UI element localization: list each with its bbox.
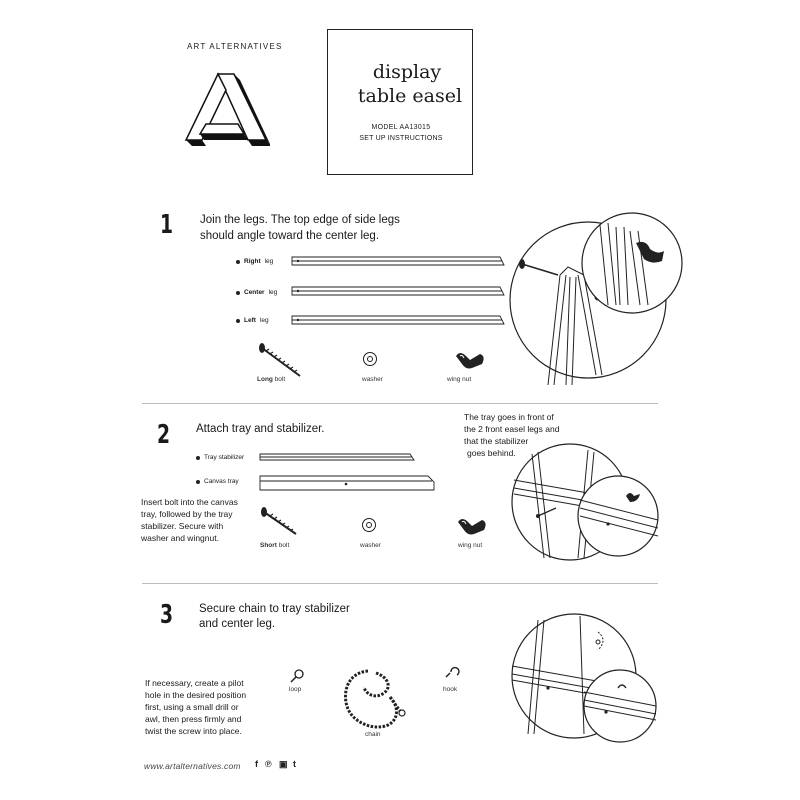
instruction-line: tray, followed by the tray <box>141 509 233 519</box>
instruction-line: first, using a small drill or <box>145 702 239 712</box>
leg-suffix: leg <box>264 258 274 265</box>
bolt-type: Long <box>257 376 273 383</box>
step1-number: 1 <box>160 210 174 240</box>
washer-label: washer <box>360 542 381 549</box>
tray-parts-drawing <box>256 450 440 494</box>
step1-assembly-illustration <box>508 205 688 397</box>
instruction-line: washer and wingnut. <box>141 533 219 543</box>
legs-drawing <box>290 253 506 333</box>
short-bolt-icon <box>258 506 302 540</box>
step3-heading-line1: Secure chain to tray stabilizer <box>199 603 350 615</box>
item-label: Canvas tray <box>204 478 239 485</box>
chain-icon <box>338 665 408 735</box>
step1-heading-line1: Join the legs. The top edge of side legs <box>200 214 400 226</box>
step3-number: 3 <box>160 600 174 630</box>
bullet-icon <box>236 291 240 295</box>
washer-icon <box>361 517 377 533</box>
leg-name: Right <box>244 258 261 265</box>
leg-suffix: leg <box>268 289 278 296</box>
instruction-line: hole in the desired position <box>145 690 247 700</box>
loop-icon <box>289 668 305 684</box>
instruction-line: Insert bolt into the canvas <box>141 497 238 507</box>
instruction-line: stabilizer. Secure with <box>141 521 224 531</box>
note-line: goes behind. <box>467 448 516 458</box>
title-box <box>327 29 473 175</box>
washer-label: washer <box>362 376 383 383</box>
brand-name <box>187 42 283 51</box>
leg-label-right <box>236 258 273 265</box>
section-divider <box>142 403 658 404</box>
step3-instructions <box>145 677 265 737</box>
short-bolt-label <box>260 542 289 549</box>
hook-icon <box>445 666 461 680</box>
setup-subtitle: SET UP INSTRUCTIONS <box>359 135 443 142</box>
bullet-icon <box>196 480 200 484</box>
wing-nut-label: wing nut <box>447 376 472 383</box>
brand-part2: ERNATIVES <box>226 42 283 51</box>
wing-nut-icon <box>454 516 490 538</box>
section-divider <box>142 583 658 584</box>
step2-heading: Attach tray and stabilizer. <box>196 423 325 435</box>
facebook-icon[interactable]: f <box>255 759 258 769</box>
bolt-icon <box>256 342 304 378</box>
bolt-type: Short <box>260 542 277 549</box>
leg-suffix: leg <box>259 317 269 324</box>
note-line: the 2 front easel legs and <box>464 424 560 434</box>
bolt-suffix: bolt <box>276 542 290 549</box>
step1-heading-line2: should angle toward the center leg. <box>200 230 380 242</box>
bullet-icon <box>236 260 240 264</box>
leg-label-center <box>236 289 277 296</box>
chain-label: chain <box>365 731 381 738</box>
instagram-icon[interactable]: ▣ <box>279 759 288 769</box>
bullet-icon <box>236 319 240 323</box>
leg-label-left <box>236 317 269 324</box>
brand-part1: ART ALT <box>187 42 227 51</box>
instruction-line: twist the screw into place. <box>145 726 242 736</box>
item-label: Tray stabilizer <box>204 454 245 461</box>
step2-assembly-illustration <box>508 440 668 580</box>
note-line: that the stabilizer <box>464 436 529 446</box>
bolt-suffix: bolt <box>272 376 286 383</box>
title-line1: display <box>372 61 442 83</box>
wing-nut-icon <box>452 350 488 372</box>
pinterest-icon[interactable]: ℗ <box>265 759 272 769</box>
step2-number: 2 <box>157 420 171 450</box>
tray-stabilizer-label <box>196 454 244 461</box>
step3-heading-line2: and center leg. <box>199 618 276 630</box>
instruction-line: If necessary, create a pilot <box>145 678 244 688</box>
step2-instructions <box>141 496 261 544</box>
leg-name: Left <box>244 317 256 324</box>
canvas-tray-label <box>196 478 239 485</box>
note-line: The tray goes in front of <box>464 412 554 422</box>
website-link[interactable]: www.artalternatives.com <box>144 761 241 771</box>
leg-name: Center <box>244 289 265 296</box>
loop-label: loop <box>289 686 302 693</box>
bullet-icon <box>196 456 200 460</box>
step3-assembly-illustration <box>508 610 668 750</box>
title-line2: table easel <box>357 85 463 107</box>
washer-icon <box>362 351 378 367</box>
long-bolt-label <box>257 376 285 383</box>
model-number: MODEL AA13015 <box>371 124 431 131</box>
hook-label: hook <box>443 686 458 693</box>
wing-nut-label: wing nut <box>458 542 483 549</box>
twitter-icon[interactable]: t <box>293 759 296 769</box>
logo-a-icon <box>178 68 270 160</box>
instruction-line: awl, then press firmly and <box>145 714 242 724</box>
